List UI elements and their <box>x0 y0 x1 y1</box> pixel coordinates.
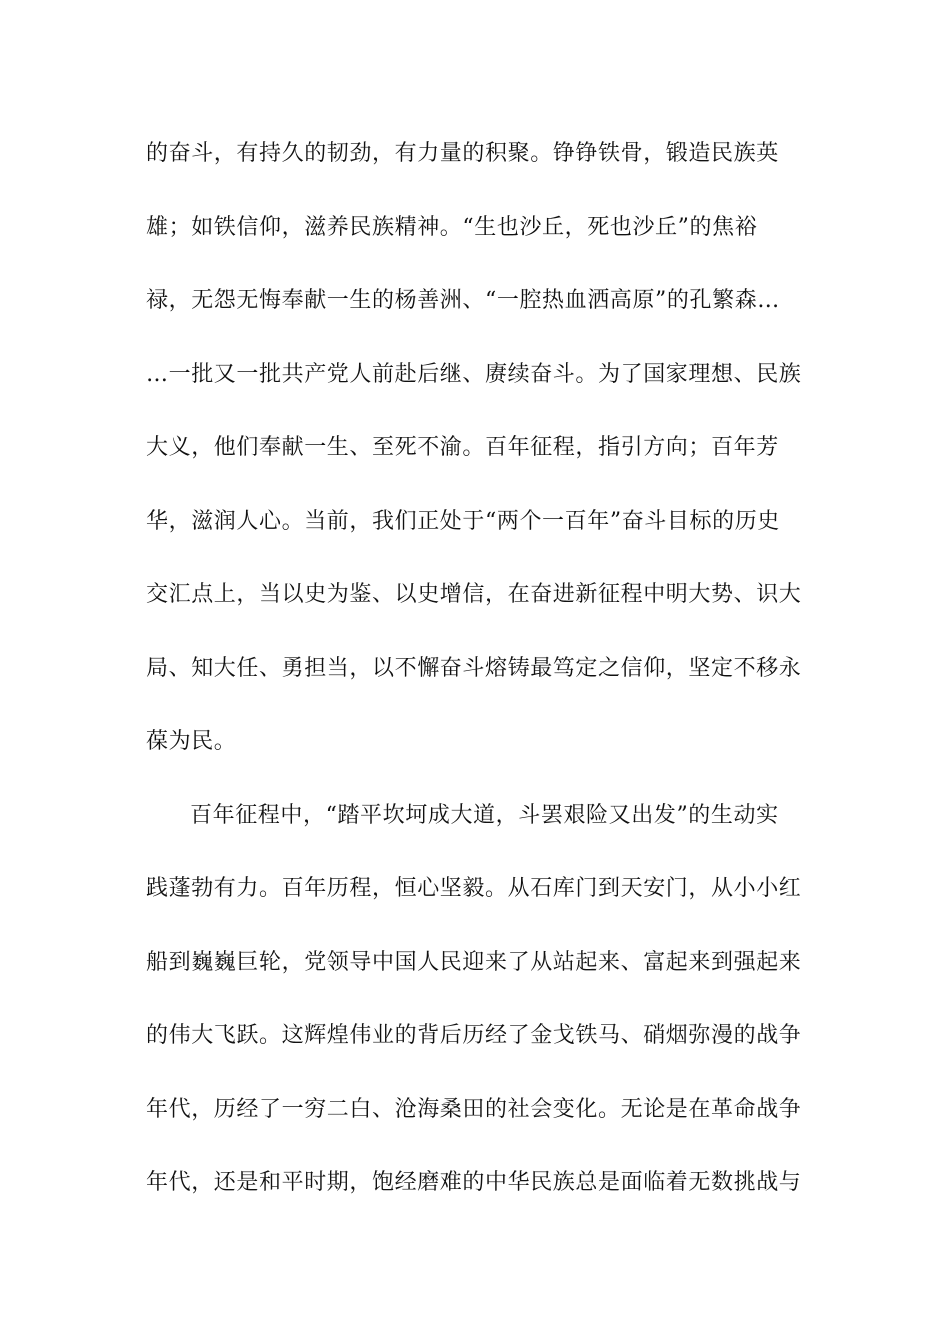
text-line: 践蓬勃有力。百年历程，恒心坚毅。从石库门到天安门，从小小红 <box>146 876 802 901</box>
text-line: 雄；如铁信仰，滋养民族精神。“生也沙丘，死也沙丘”的焦裕 <box>146 214 758 240</box>
text-line: 的伟大飞跃。这辉煌伟业的背后历经了金戈铁马、硝烟弥漫的战争 <box>146 1023 802 1048</box>
text-line: 葆为民。 <box>146 729 237 754</box>
text-line: 交汇点上，当以史为鉴、以史增信，在奋进新征程中明大势、识大 <box>146 582 802 607</box>
text-line: 大义，他们奉献一生、至死不渝。百年征程，指引方向；百年芳 <box>146 435 779 460</box>
text-line: 华，滋润人心。当前，我们正处于“两个一百年”奋斗目标的历史 <box>146 508 780 534</box>
paragraph-start-line: 百年征程中，“踏平坎坷成大道，斗罢艰险又出发”的生动实 <box>190 802 779 828</box>
body-text <box>146 128 806 1231</box>
text-line: 年代，历经了一穷二白、沧海桑田的社会变化。无论是在革命战争 <box>146 1096 802 1122</box>
text-line: 局、知大任、勇担当，以不懈奋斗熔铸最笃定之信仰，坚定不移永 <box>146 655 802 681</box>
text-line: 船到巍巍巨轮，党领导中国人民迎来了从站起来、富起来到强起来 <box>146 949 802 975</box>
text-line: 年代，还是和平时期，饱经磨难的中华民族总是面临着无数挑战与 <box>146 1170 802 1195</box>
text-line: …一批又一批共产党人前赴后继、赓续奋斗。为了国家理想、民族 <box>146 361 802 387</box>
text-line: 禄，无怨无悔奉献一生的杨善洲、“一腔热血洒高原”的孔繁森… <box>146 288 780 313</box>
text-line: 的奋斗，有持久的韧劲，有力量的积聚。铮铮铁骨，锻造民族英 <box>146 141 779 166</box>
